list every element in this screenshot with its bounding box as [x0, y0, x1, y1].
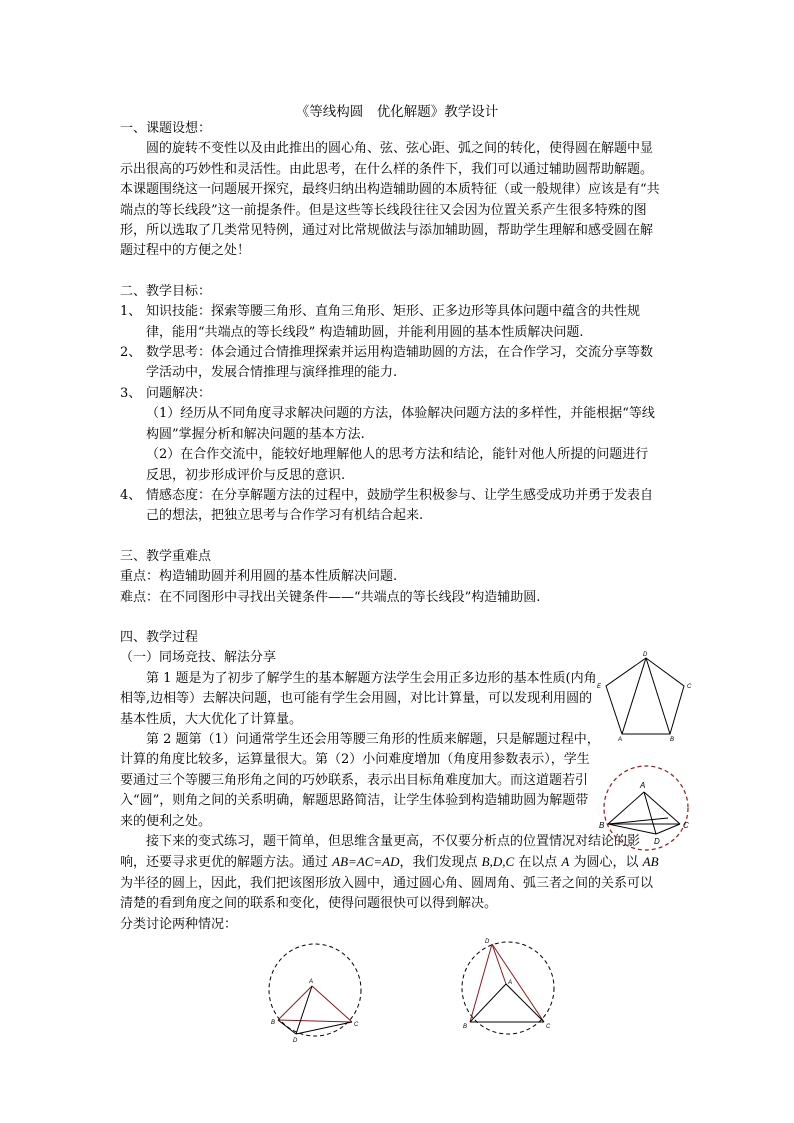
svg-text:A: A — [508, 980, 513, 986]
difficult-point: 难点：在不同图形中寻找出关键条件——“共端点的等长线段”构造辅助圆. — [120, 589, 541, 605]
svg-text:B: B — [670, 737, 675, 742]
sub-item: （1）经历从不同角度寻求解决问题的方法，体验解决问题方法的多样性，并能根据“等线构圆”掌握分析和解决问题的基本方法. — [146, 406, 655, 442]
svg-text:B: B — [463, 1024, 468, 1030]
svg-text:D: D — [654, 837, 660, 846]
sub-heading: （一）同场竞技、解法分享 — [120, 650, 277, 666]
list-item: 3、 问题解决： — [120, 385, 212, 401]
svg-text:D: D — [643, 652, 648, 658]
pentagon-figure — [594, 648, 704, 742]
section-heading: 三、教学重难点 — [120, 548, 212, 564]
circle-triangle-figure-2 — [264, 938, 374, 1050]
svg-text:C: C — [546, 1024, 551, 1030]
svg-text:D: D — [485, 939, 490, 945]
paragraph: 接下来的变式练习，题干简单，但思维含量更高，不仅要分析点的位置情况对结论的影响，还要寻求更优的解题方法。通过 AB=AC=AD，我们发现点 B,D,C 在以点 A 为圆心，以 AB 为半径的圆上，因此，我们把该图形放入圆中，通过圆心角、圆周角、弧三者之间的关系可以清楚的看到角度之间的联系和变化，使得问题很快可以得到解决。 — [120, 834, 659, 912]
document-title: 《等线构圆 优化解题》教学设计 — [295, 104, 499, 120]
key-point: 重点：构造辅助圆并利用圆的基本性质解决问题. — [120, 569, 398, 585]
list-item: 2、 数学思考：体会通过合情推理探索并运用构造辅助圆的方法，在合作学习，交流分享等数学活动中，发展合情推理与演绎推理的能力. — [120, 345, 654, 381]
svg-text:D: D — [293, 1038, 298, 1044]
list-item: 4、 情感态度：在分享解题方法的过程中，鼓励学生积极参与、让学生感受成功并勇于发表自己的想法，把独立思考与合作学习有机结合起来. — [120, 487, 654, 524]
svg-text:B: B — [271, 1020, 276, 1026]
paragraph: 圆的旋转不变性以及由此推出的圆心角、弦、弦心距、弧之间的转化，使得圆在解题中显示出很高的巧妙性和灵活性。由此思考，在什么样的条件下，我们可以通过辅助圆帮助解题。本课题围绕这一问题展开探究，最终归纳出构造辅助圆的本质特征（或一般规律）应该是有“共端点的等长线段”这一前提条件。但是这些等长线段往往又会因为位置关系产生很多特殊的图形，所以选取了几类常见特例，通过对比常规做法与添加辅助圆，帮助学生理解和感受圆在解题过程中的方便之处！ — [120, 141, 660, 259]
paragraph: 第 1 题是为了初步了解学生的基本解题方法学生会用正多边形的基本性质(内角相等,边相等）去解决问题，也可能有学生会用圆，对比计算量，可以发现利用圆的基本性质，大大优化了计算量。 — [120, 670, 597, 727]
svg-text:C: C — [687, 684, 692, 690]
document-body — [120, 119, 660, 935]
svg-text:E: E — [597, 684, 602, 690]
section-heading: 一、课题设想： — [120, 121, 212, 136]
section-heading: 四、教学过程 — [120, 629, 199, 645]
svg-text:A: A — [618, 737, 623, 742]
circle-triangle-figure-3 — [456, 934, 566, 1046]
section-heading: 二、教学目标： — [120, 283, 212, 299]
svg-text:A: A — [309, 979, 314, 985]
sub-item: （2）在合作交流中，能较好地理解他人的思考方法和结论，能针对他人所提的问题进行反思，初步形成评价与反思的意识. — [146, 447, 649, 483]
svg-text:B: B — [599, 821, 605, 830]
svg-text:C: C — [683, 821, 689, 830]
paragraph: 分类讨论两种情况： — [120, 916, 238, 932]
list-item: 1、 知识技能：探索等腰三角形、直角三角形、矩形、正多边形等具体问题中蕴含的共性规律，能用“共端点的等长线段” 构造辅助圆，并能利用圆的基本性质解决问题. — [120, 304, 641, 340]
circle-triangle-figure-1 — [598, 752, 698, 862]
svg-text:C: C — [354, 1022, 359, 1028]
svg-text:A: A — [640, 781, 646, 790]
paragraph: 第 2 题第（1）问通常学生还会用等腰三角形的性质来解题，只是解题过程中，计算的角度比较多，运算量很大。第（2）小问难度增加（角度用参数表示），学生要通过三个等腰三角形角之间的巧妙联系，表示出目标角难度加大。而这道题若引入“圆”，则角之间的关系明确，解题思路简洁，让学生体验到构造辅助圆为解题带来的便利之处。 — [120, 731, 600, 829]
